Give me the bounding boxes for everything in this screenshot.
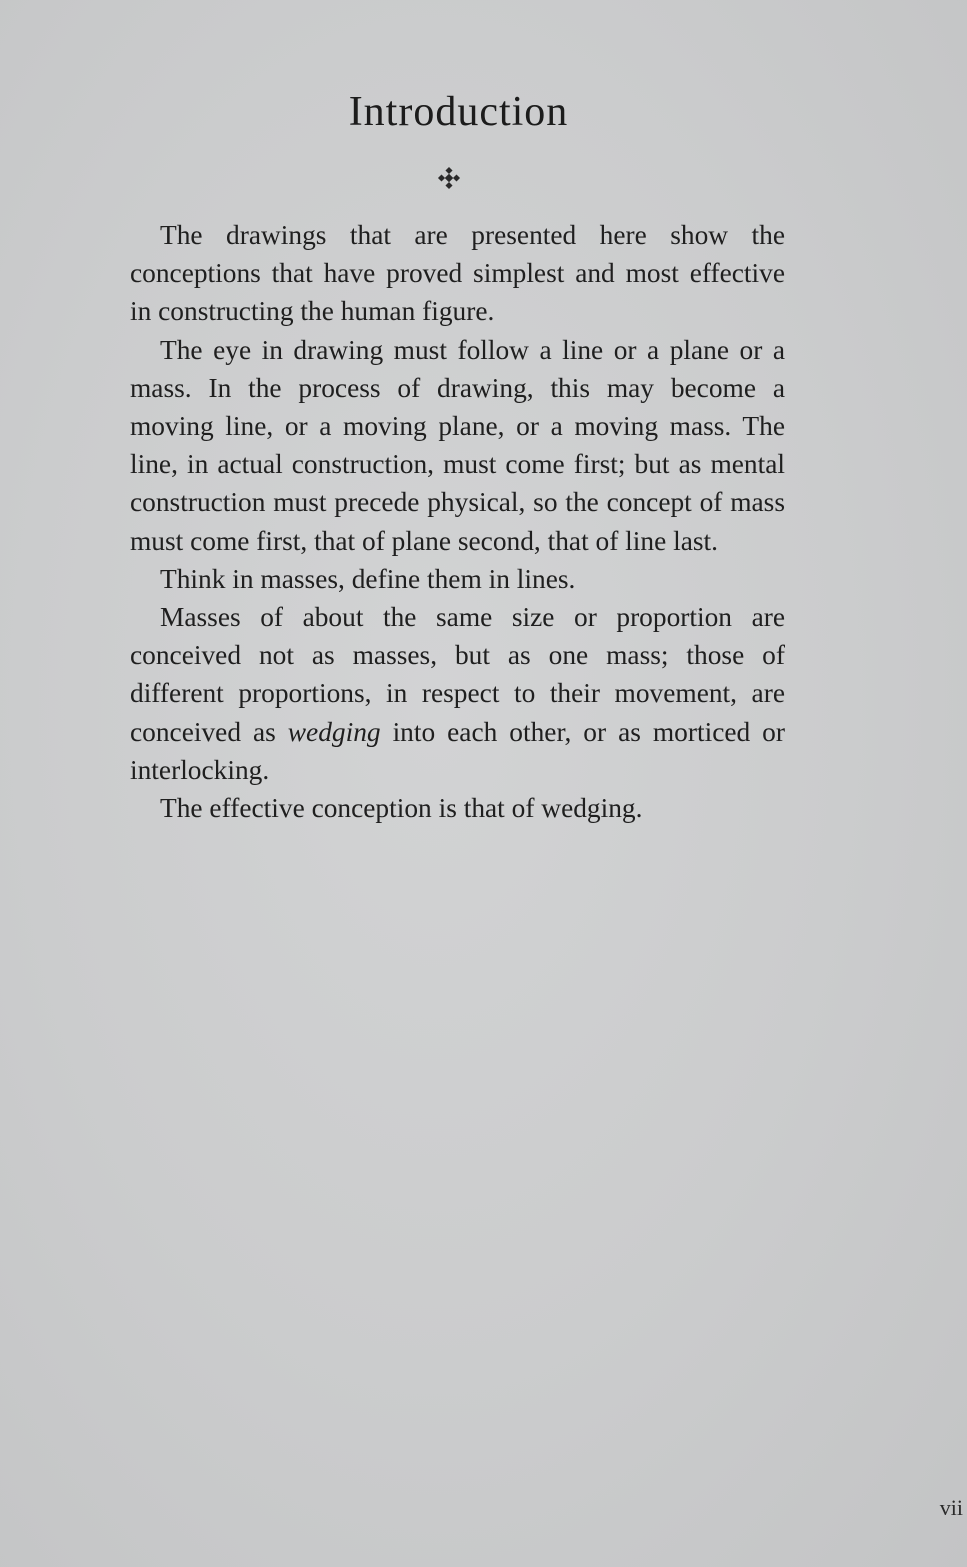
paragraph-1: The drawings that are presented here show the conceptions that have proved simplest and most effective in constructing the human figure.: [130, 220, 785, 327]
paragraph-5: The effective conception is that of wedging.: [160, 793, 643, 824]
paragraph-4-emphasis: wedging: [287, 716, 381, 747]
paragraph-2: The eye in drawing must follow a line or a plane or a mass. In the process of drawing, this may become a moving line, or a moving plane, or a moving mass. The line, in actual construction, must come first; but as mental construction must precede physical, so the concept of mass must come first, that of plane second, that of line last.: [130, 334, 785, 556]
paragraph-4: [130, 598, 785, 789]
paragraph-4-text-before: Masses of about the same size or proportion are conceived not as masses, but as one mass; those of different proportions, in respect to their movement, are conceived as: [130, 602, 785, 747]
page-title: Introduction: [348, 89, 569, 135]
diamond-fleuron-icon: [437, 166, 461, 190]
paragraph-4-text-after: into each other, or as morticed or interlocking.: [130, 716, 785, 785]
body-text: [130, 216, 785, 827]
paragraph-3: Think in masses, define them in lines.: [160, 563, 576, 594]
page-number: vii: [939, 1495, 963, 1520]
